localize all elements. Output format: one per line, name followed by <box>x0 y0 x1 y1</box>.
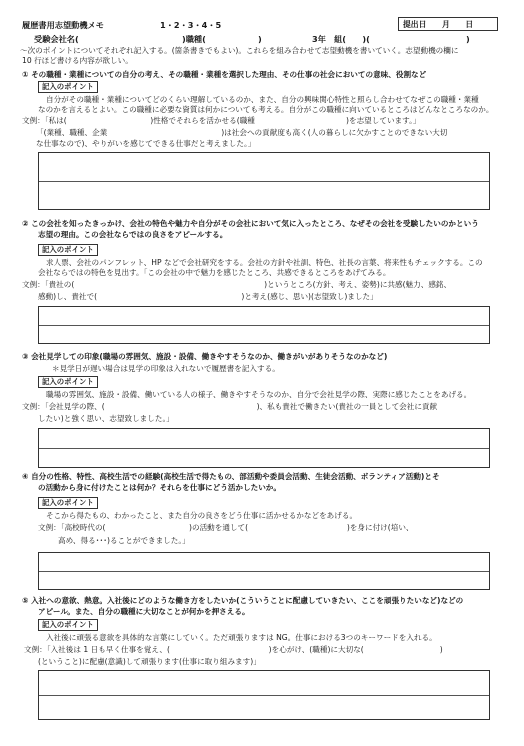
job-type-label: )職種( <box>182 34 206 44</box>
section-3-hint-1: 職場の雰囲気、施設・設備、働いている人の様子、働きやすそうなのか、自分で会社見学の際、実際に感じたことをあげる。 <box>46 390 472 399</box>
section-4-heading: ④ 自分の性格、特性、高校生活での経験(高校生活で得たもの、部活動や委員会活動、生徒会活動、ボランティア活動)とそ <box>22 472 440 481</box>
section-2-heading: ② この会社を知ったきっかけ、会社の特色や魅力や自分がその会社において気に入ったところ、なぜその会社を受験したいのかという <box>22 219 479 228</box>
section-3-note: ＊見学日が遅い場合は見学の印象は入れないで履歴書を記入する。 <box>52 364 280 373</box>
section-5-heading-2: アピール。また、自分の職種に大切なことが何かを押さえる。 <box>38 607 250 616</box>
section-4-heading-2: の活動から身に付けたことは何か？それらを仕事にどう活かしたいか。 <box>38 483 281 492</box>
section-1-heading: ① その職種・業種についての自分の考え、その職種・業種を選択した理由、その仕事の社会においての意味、役割など <box>22 70 427 79</box>
section-5-example-2: (ということ)に配慮(意識)して頑張ります(仕事に取り組みます)」 <box>38 657 261 666</box>
section-2-hint-1: 求人票、会社のパンフレット、HP などで会社研究をする。会社の方針や社訓、特色、社長の言葉、将来性もチェックする。この <box>46 258 483 267</box>
company-name-label: 受験会社名( <box>34 34 79 44</box>
section-5-hint-1: 入社後に頑張る意欲を具体的な言葉にしていく。ただ頑張りますは NG。仕事における3つのキーワードを入れる。 <box>46 633 437 642</box>
section-5-point-label: 記入のポイント <box>38 619 98 631</box>
section-4-hint-1: そこから得たもの、わかったこと、また自分の良さをどう仕事に活かせるかなどをあげる。 <box>46 511 358 520</box>
class-close: ) <box>466 34 470 44</box>
section-1-example-2: 「(業種、職種、企業 )は社会への貢献度も高く(人の暮らしに欠かすことのできない大切 <box>36 128 448 137</box>
section-4-answer-box[interactable] <box>38 552 490 590</box>
intro-line-1: ～次のポイントについてそれぞれ記入する。(箇条書きでもよい)。これらを組み合わせて志望動機を書いていく。志望動機の欄に <box>20 46 459 55</box>
section-1-example-1: 文例：「私は( )性格でそれらを活かせる(職種 )を志望しています。」 <box>22 116 421 125</box>
section-4-example-1: 文例：「高校時代の( )の活動を通して( )を身に付け(培い、 <box>38 523 414 532</box>
section-1-example-3: な仕事なので)、やりがいを感じてできる仕事だと考えました。」 <box>36 139 256 148</box>
section-5-example-1: 文例：「入社後は 1 日も早く仕事を覚え、( )を心がけ、(職種)に大切な( ) <box>24 645 443 654</box>
section-1-hint-2: なのかを言えるとよい。この職種に必要な資質は何かについても考える。自分がこの職種に向いているところはどんなところなのか。 <box>38 105 494 114</box>
grade-selector: 1・2・3・4・5 <box>160 20 222 30</box>
section-1-answer-box[interactable] <box>38 152 490 210</box>
section-5-heading: ⑤ 入社への意欲、熱意。入社後にどのような働き方をしたいか(こういうことに配慮していきたい、ここを頑張りたいなど)などの <box>22 596 464 605</box>
section-2-heading-2: 志望の理由。この会社ならではの良さをアピールする。 <box>38 230 228 239</box>
section-2-point-label: 記入のポイント <box>38 244 98 256</box>
section-5-answer-box[interactable] <box>38 670 490 720</box>
section-2-example-2: 感動)し、貴社で( )と考え(感じ、思い)(志望致し)ました」 <box>38 292 378 301</box>
job-type-close: ) <box>258 34 262 44</box>
class-label: 3年 組( )( <box>312 34 370 44</box>
intro-line-2: 10 行ほど書ける内容が欲しい。 <box>22 56 133 65</box>
section-3-example-1: 文例：「会社見学の際、( )、私も貴社で働きたい(貴社の一員として会社に貢献 <box>22 402 438 411</box>
section-3-heading: ③ 会社見学しての印象(職場の雰囲気、施設・設備、働きやすそうなのか、働きがいがありそうなのかなど) <box>22 352 388 361</box>
submit-date-box[interactable]: 提出日 月 日 <box>398 17 498 31</box>
section-3-answer-box[interactable] <box>38 428 490 468</box>
section-2-hint-2: 会社ならではの特色を見出す。「この会社の中で魅力を感じたところ、共感できるところをあげてみる。 <box>38 268 391 277</box>
section-3-example-2: したい)と強く思い、志望致しました。」 <box>38 414 174 423</box>
section-4-example-2: 高め、得る･･･)ることができました。」 <box>58 536 190 545</box>
section-4-point-label: 記入のポイント <box>38 497 98 509</box>
section-1-hint-1: 自分がその職種・業種についてどのくらい理解しているのか、また、自分の興味関心特性と照らし合わせてなぜこの職種・業種 <box>46 95 479 104</box>
page-title: 履歴書用志望動機メモ <box>22 20 104 30</box>
section-2-example-1: 文例：「貴社の( )というところ(方針、考え、姿勢)に共感(魅力、感銘、 <box>22 280 452 289</box>
section-1-point-label: 記入のポイント <box>38 81 98 93</box>
section-2-answer-box[interactable] <box>38 306 490 344</box>
section-3-point-label: 記入のポイント <box>38 376 98 388</box>
